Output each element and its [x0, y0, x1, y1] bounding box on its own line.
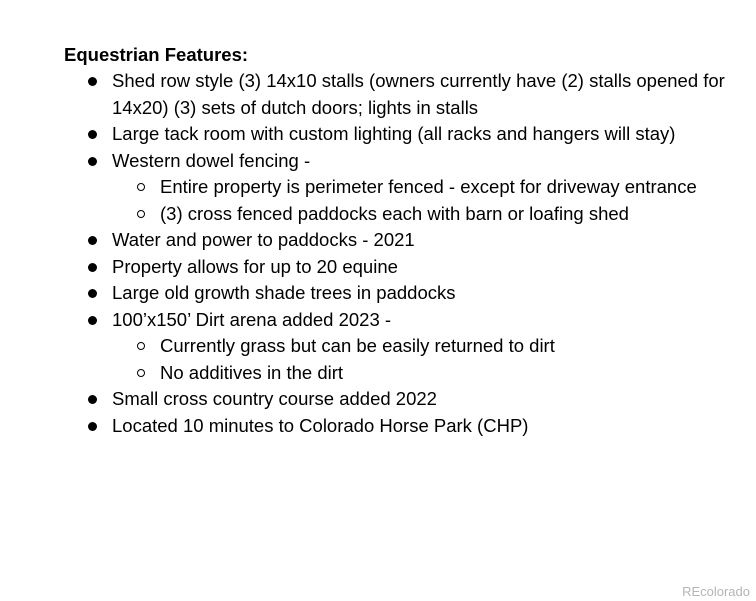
bullet-icon — [88, 289, 97, 298]
features-list — [64, 68, 744, 439]
bullet-icon — [88, 77, 97, 86]
sub-list — [112, 333, 744, 386]
sub-list-item: (3) cross fenced paddocks each with barn or loafing shed — [112, 201, 744, 228]
list-item: 100’x150’ Dirt arena added 2023 - Currently grass but can be easily returned to dirt No additives in the dirt — [64, 307, 744, 387]
list-item: Large tack room with custom lighting (all racks and hangers will stay) — [64, 121, 744, 148]
list-item: Small cross country course added 2022 — [64, 386, 744, 413]
sub-list — [112, 174, 744, 227]
list-item: Large old growth shade trees in paddocks — [64, 280, 744, 307]
section-heading: Equestrian Features: — [64, 44, 249, 65]
bullet-icon — [88, 157, 97, 166]
hollow-bullet-icon — [137, 342, 145, 350]
sub-list-item: Entire property is perimeter fenced - except for driveway entrance — [112, 174, 744, 201]
bullet-icon — [88, 316, 97, 325]
sub-list-item: No additives in the dirt — [112, 360, 744, 387]
sub-list-item: Currently grass but can be easily returned to dirt — [112, 333, 744, 360]
document-body — [64, 42, 744, 439]
watermark: REcolorado — [682, 584, 750, 599]
list-item: Water and power to paddocks - 2021 — [64, 227, 744, 254]
bullet-icon — [88, 236, 97, 245]
list-item: Property allows for up to 20 equine — [64, 254, 744, 281]
list-item: Located 10 minutes to Colorado Horse Park (CHP) — [64, 413, 744, 440]
hollow-bullet-icon — [137, 210, 145, 218]
hollow-bullet-icon — [137, 369, 145, 377]
list-item: Western dowel fencing - Entire property is perimeter fenced - except for driveway entrance (3) cross fenced paddocks each with barn or loafing shed — [64, 148, 744, 228]
hollow-bullet-icon — [137, 183, 145, 191]
list-item: Shed row style (3) 14x10 stalls (owners currently have (2) stalls opened for 14x20) (3) sets of dutch doors; lights in stalls — [64, 68, 744, 121]
bullet-icon — [88, 395, 97, 404]
bullet-icon — [88, 130, 97, 139]
bullet-icon — [88, 263, 97, 272]
bullet-icon — [88, 422, 97, 431]
